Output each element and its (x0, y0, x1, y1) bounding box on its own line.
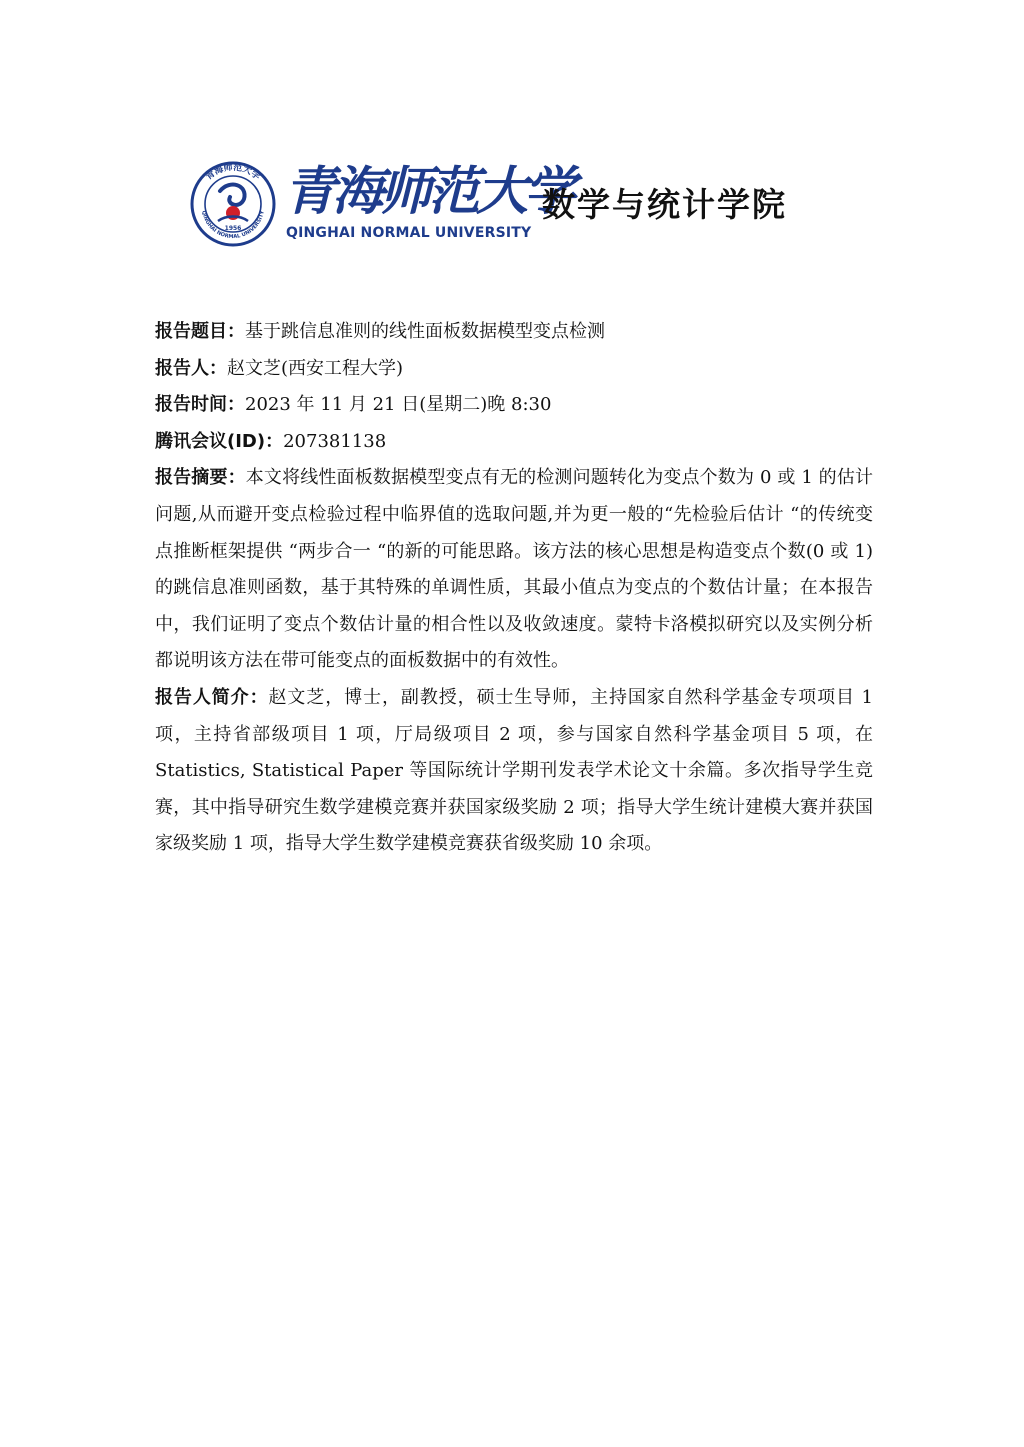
report-title-line (155, 314, 873, 351)
speaker-bio-label: 报告人简介： (155, 686, 269, 708)
svg-text:1956: 1956 (224, 225, 242, 232)
speaker-bio-paragraph (155, 680, 873, 863)
report-title: 基于跳信息准则的线性面板数据模型变点检测 (245, 321, 605, 342)
speaker-name: 赵文芝(西安工程大学) (227, 357, 404, 379)
speaker-line (155, 351, 873, 388)
school-name: 数学与统计学院 (542, 185, 787, 224)
meeting-id: 207381138 (283, 430, 387, 452)
time-line (155, 387, 873, 424)
meeting-line (155, 424, 873, 461)
time-label: 报告时间： (155, 394, 245, 416)
svg-text:青海师范大学: 青海师范大学 (284, 161, 573, 222)
abstract-text: 本文将线性面板数据模型变点有无的检测问题转化为变点个数为 0 或 1 的估计问题,从而避开变点检验过程中临界值的选取问题,并为更一般的“先检验后估计 “的传统变点推断框架提供 “两步合一 “的新的可能思路。该方法的核心思想是构造变点个数(0 或 1)的跳信息准则函数，基于其特殊的单调性质，其最小值点为变点的个数估计量；在本报告中，我们证明了变点个数估计量的相合性以及收敛速度。蒙特卡洛模拟研究以及实例分析都说明该方法在带可能变点的面板数据中的有效性。 (155, 467, 873, 672)
header-banner (190, 155, 830, 250)
meeting-label: 腾讯会议(ID)： (155, 430, 284, 452)
report-notice (155, 314, 873, 863)
abstract-label: 报告摘要： (155, 467, 246, 489)
report-title-label: 报告题目： (155, 321, 245, 342)
report-time: 2023 年 11 月 21 日(星期二)晚 8:30 (245, 394, 552, 416)
university-english-name: QINGHAI NORMAL UNIVERSITY (286, 225, 532, 241)
university-seal-logo (190, 161, 276, 247)
abstract-paragraph (155, 460, 873, 680)
university-calligraphy-logo (282, 157, 573, 222)
svg-text:青海师范大学: 青海师范大学 (204, 162, 262, 183)
svg-text:QINGHAI NORMAL UNIVERSITY: QINGHAI NORMAL UNIVERSITY (200, 210, 266, 241)
speaker-bio-text: 赵文芝，博士，副教授，硕士生导师，主持国家自然科学基金专项项目 1 项，主持省部级项目 1 项，厅局级项目 2 项，参与国家自然科学基金项目 5 项，在 Statistics, Statistical Paper 等国际统计学期刊发表学术论文十余篇。多次指导学生竞赛，其中指导研究生数学建模竞赛并获国家级奖励 2 项；指导大学生统计建模大赛并获国家级奖励 1 项，指导大学生数学建模竞赛获省级奖励 10 余项。 (155, 686, 873, 855)
speaker-label: 报告人： (155, 357, 227, 379)
